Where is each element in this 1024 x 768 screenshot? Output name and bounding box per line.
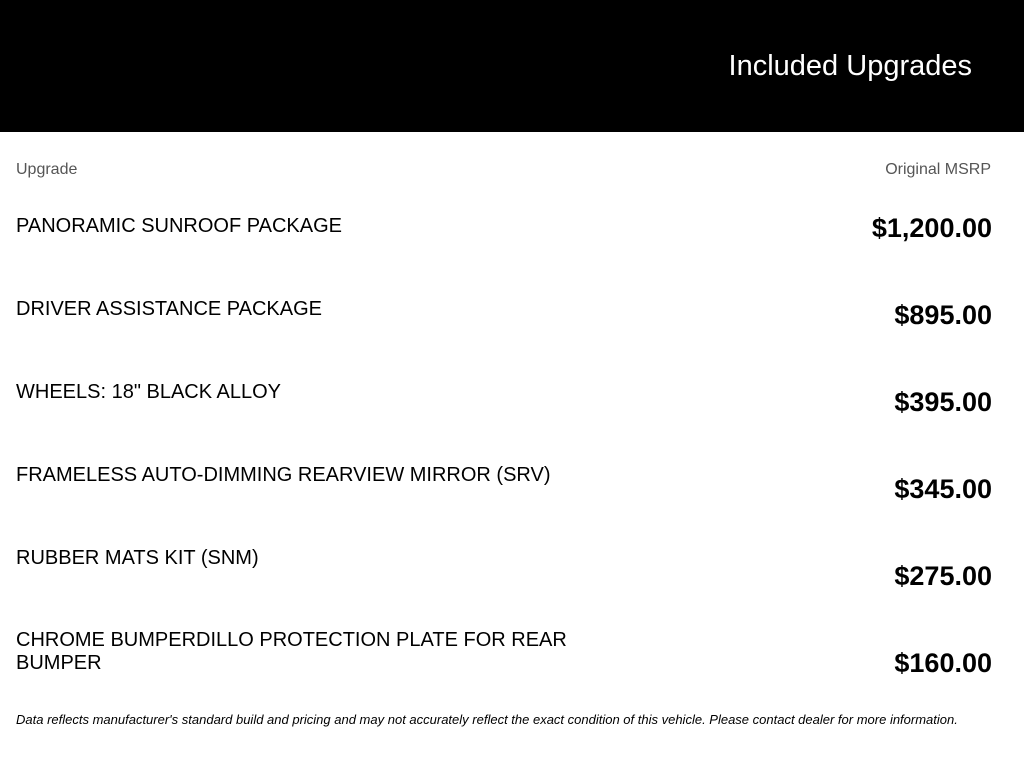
upgrade-name: PANORAMIC SUNROOF PACKAGE	[16, 215, 342, 237]
column-header-upgrade: Upgrade	[16, 161, 78, 178]
upgrade-price: $275.00	[894, 561, 992, 591]
upgrade-price: $895.00	[894, 300, 992, 330]
upgrade-name: DRIVER ASSISTANCE PACKAGE	[16, 298, 323, 320]
upgrade-name: CHROME BUMPERDILLO PROTECTION PLATE FOR REAR BUMPER	[16, 629, 567, 674]
upgrade-price: $160.00	[894, 648, 992, 678]
upgrade-name: RUBBER MATS KIT (SNM)	[16, 547, 259, 569]
header-banner	[0, 0, 1024, 132]
upgrade-price: $395.00	[894, 387, 992, 417]
disclaimer-text: Data reflects manufacturer's standard build and pricing and may not accurately reflect the exact condition of this vehicle. Please contact dealer for more information.	[16, 712, 958, 727]
column-header-msrp: Original MSRP	[885, 161, 991, 178]
upgrade-price: $1,200.00	[871, 213, 992, 243]
upgrade-name: WHEELS: 18" BLACK ALLOY	[16, 381, 281, 403]
upgrade-name: FRAMELESS AUTO-DIMMING REARVIEW MIRROR (SRV)	[16, 464, 551, 486]
page-title: Included Upgrades	[728, 50, 972, 82]
upgrade-price: $345.00	[894, 474, 992, 504]
